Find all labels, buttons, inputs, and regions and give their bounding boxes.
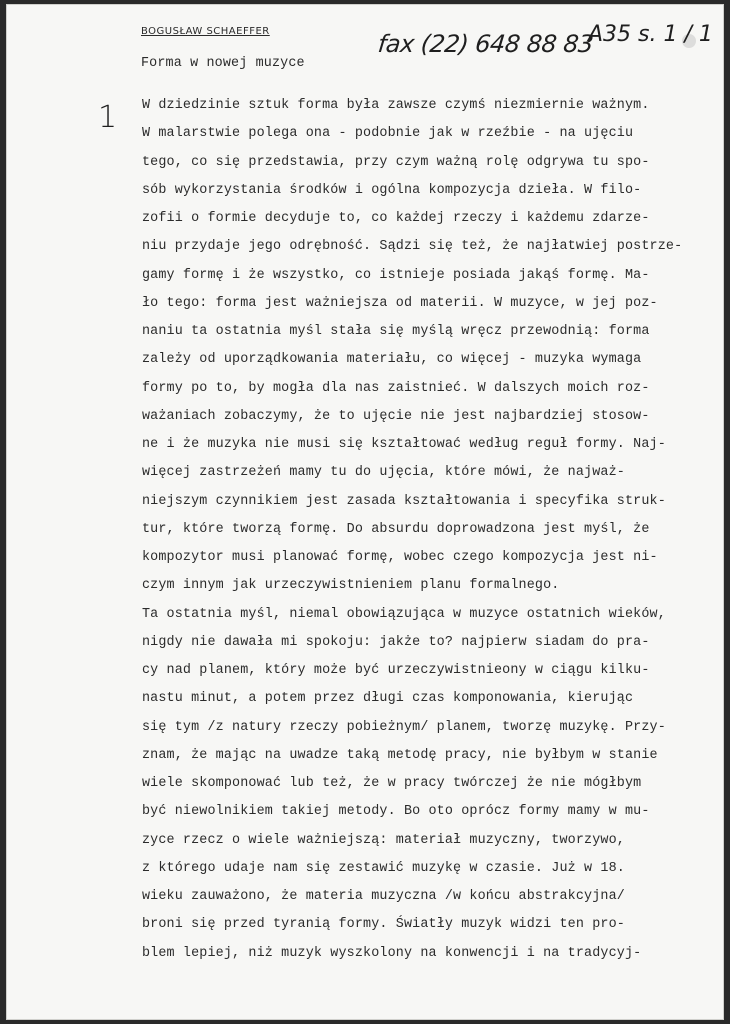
body-text <box>142 92 717 968</box>
margin-section-number: 1 <box>98 100 118 135</box>
text-line: formy po to, by mogła dla nas zaistnieć. W dalszych moich roz- <box>142 380 650 396</box>
text-line: z którego udaje nam się zestawić muzykę w czasie. Już w 18. <box>142 860 625 876</box>
text-line: niu przydaje jego odrębność. Sądzi się też, że najłatwiej postrze- <box>142 239 683 255</box>
text-line: tego, co się przedstawia, przy czym ważną rolę odgrywa tu spo- <box>142 154 650 170</box>
text-line: W dziedzinie sztuk forma była zawsze czymś niezmiernie ważnym. <box>142 98 650 113</box>
handwritten-fax-number: fax (22) 648 88 83 <box>376 30 595 58</box>
document-page <box>6 4 724 1020</box>
text-line: ne i że muzyka nie musi się kształtować według reguł formy. Naj- <box>142 437 666 452</box>
text-line: nastu minut, a potem przez długi czas komponowania, kierując <box>142 691 634 707</box>
text-line: się tym /z natury rzeczy pobieżnym/ planem, tworzę muzykę. Przy- <box>142 719 666 735</box>
text-line: gamy formę i że wszystko, co istnieje posiada jakąś formę. Ma- <box>142 267 650 283</box>
text-line: ważaniach zobaczymy, że to ujęcie nie jest najbardziej stosow- <box>142 408 650 424</box>
text-line: niejszym czynnikiem jest zasada kształtowania i specyfika struk- <box>142 493 666 509</box>
text-line: W malarstwie polega ona - podobnie jak w rzeźbie - na ujęciu <box>142 126 634 142</box>
text-line: nigdy nie dawała mi spokoju: jakże to? najpierw siadam do pra- <box>142 634 650 650</box>
text-line: sób wykorzystania środków i ogólna kompozycja dzieła. W filo- <box>142 182 642 198</box>
text-line: naniu ta ostatnia myśl stała się myślą wręcz przewodnią: forma <box>142 324 650 339</box>
handwritten-page-reference: A35 s. 1 / 1 <box>588 22 713 47</box>
text-line: być niewolnikiem takiej metody. Bo oto oprócz formy mamy w mu- <box>142 804 650 820</box>
text-line: ło tego: forma jest ważniejsza od materii. W muzyce, w jej poz- <box>142 295 658 311</box>
text-line: wieku zauważono, że materia muzyczna /w końcu abstrakcyjna/ <box>142 889 625 904</box>
text-line: wiele skomponować lub też, że w pracy twórczej że nie mógłbym <box>142 776 642 791</box>
text-line: zyce rzecz o wiele ważniejszą: materiał muzyczny, tworzywo, <box>142 832 625 848</box>
text-line: Ta ostatnia myśl, niemal obowiązująca w muzyce ostatnich wieków, <box>142 606 666 622</box>
text-line: czym innym jak urzeczywistnieniem planu formalnego. <box>142 578 560 594</box>
text-line: zofii o formie decyduje to, co każdej rzeczy i każdemu zdarze- <box>142 211 650 226</box>
text-line: więcej zastrzeżeń mamy tu do ujęcia, które mówi, że najważ- <box>142 465 625 481</box>
text-line: znam, że mając na uwadze taką metodę pracy, nie byłbym w stanie <box>142 747 658 763</box>
text-line: kompozytor musi planować formę, wobec czego kompozycja jest ni- <box>142 550 658 565</box>
text-line: broni się przed tyranią formy. Światły muzyk widzi ten pro- <box>142 917 625 933</box>
document-title: Forma w nowej muzyce <box>141 56 305 71</box>
author-name: BOGUSŁAW SCHAEFFER <box>141 26 270 37</box>
text-line: tur, które tworzą formę. Do absurdu doprowadzona jest myśl, że <box>142 521 650 537</box>
text-line: blem lepiej, niż muzyk wyszkolony na konwencji i na tradycyj- <box>142 945 642 961</box>
text-line: zależy od uporządkowania materiału, co więcej - muzyka wymaga <box>142 352 642 368</box>
text-line: cy nad planem, który może być urzeczywistnieony w ciągu kilku- <box>142 663 650 678</box>
